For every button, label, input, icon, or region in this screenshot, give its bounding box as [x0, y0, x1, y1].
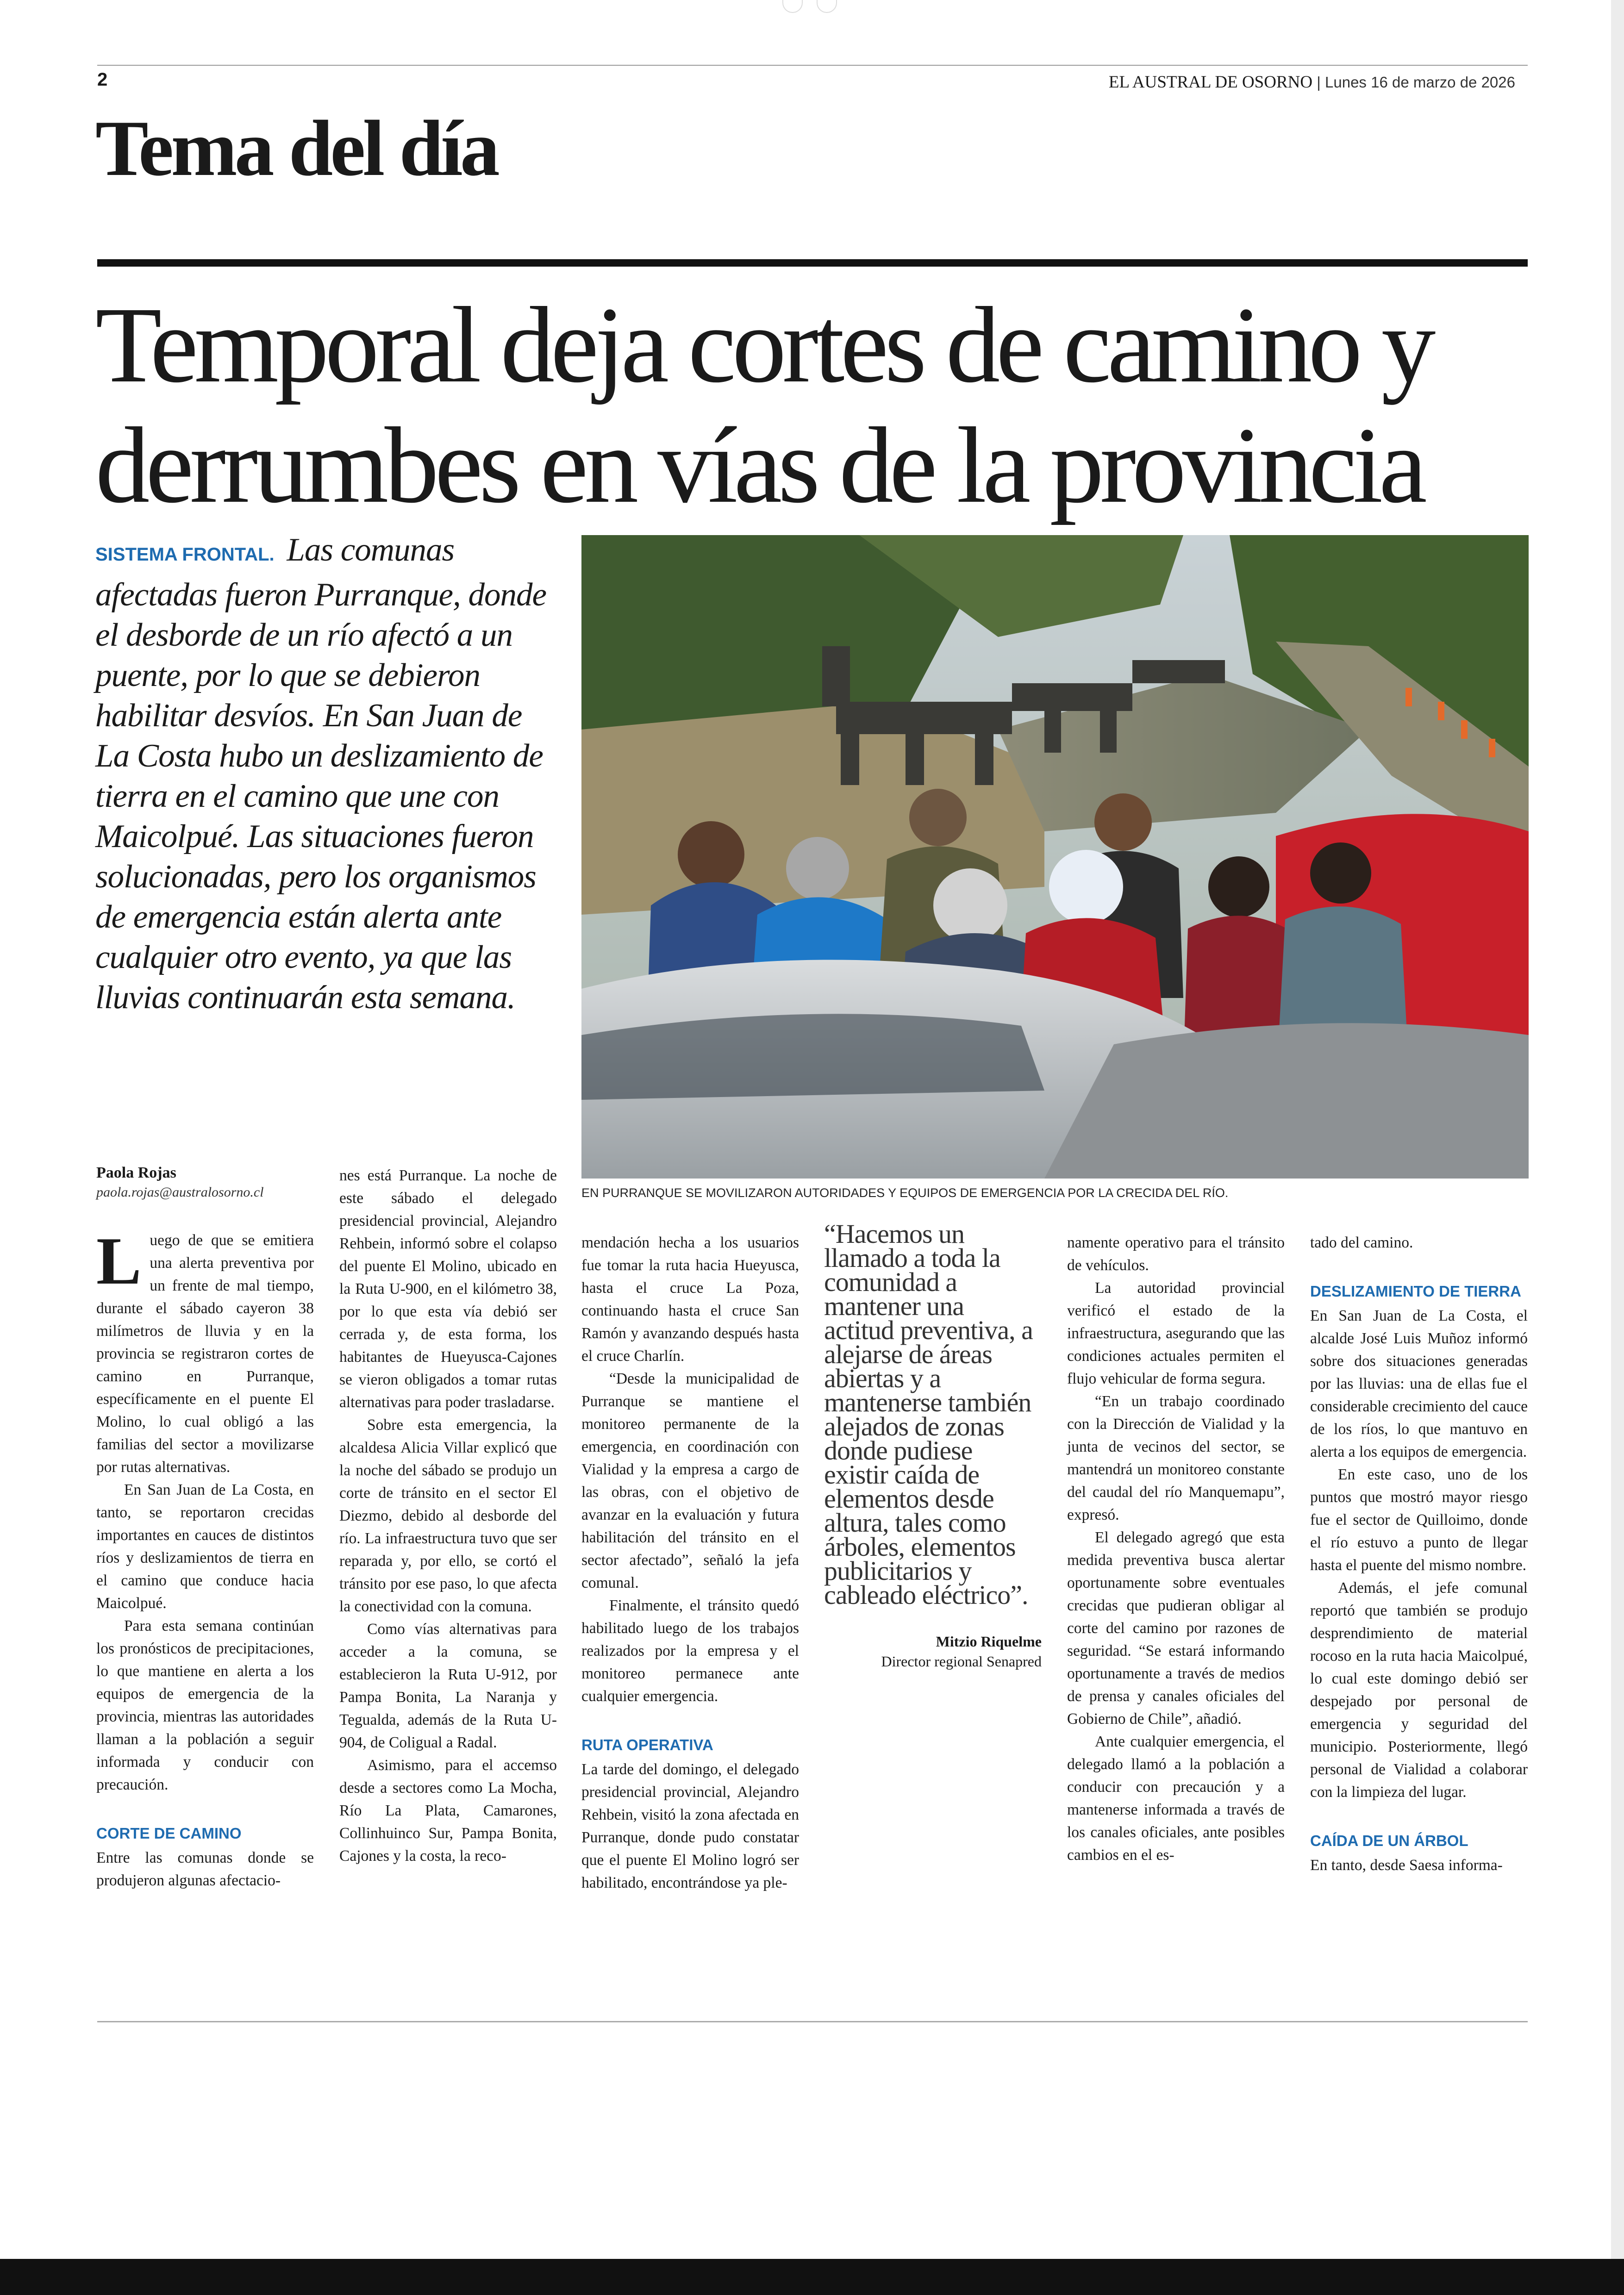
paragraph: Para esta semana continúan los pronósticos de precipitaciones, lo que mantiene en alerta a los equipos de emergencia de la provincia, mientras las autoridades llaman a la población a seguir informada y conducir con precaución.	[96, 1617, 314, 1793]
subhead: CORTE DE CAMINO	[96, 1825, 242, 1842]
newspaper-name: EL AUSTRAL DE OSORNO	[1108, 73, 1313, 92]
deck-kicker: SISTEMA FRONTAL.	[95, 544, 275, 565]
quote-attribution	[824, 1633, 1042, 1670]
deck-text: Las comunas afectadas fueron Purranque, donde el desborde de un río afectó a un puente, por lo que se debieron habilitar desvíos. En San Juan de La Costa hubo un deslizamiento de tierra en el camino que une con Maicolpué. Las situaciones fueron solucionadas, pero los organismos de emergencia están alerta ante cualquier otro evento, ya que las lluvias continuarán esta semana.	[95, 532, 547, 1016]
header-rule	[97, 65, 1528, 66]
paragraph: nes está Purranque. La noche de este sábado el delegado presidencial provincial, Alejandro Rehbein, informó sobre el colapso del puente El Molino, ubicado en la Ruta U-900, en el kilómetro 38, por lo que esta vía debió ser cerrada y, de esta forma, los habitantes de Hueyusca-Cajones se vieron obligados a tomar rutas alternativas para poder trasladarse.	[339, 1167, 557, 1411]
paragraph: “Desde la municipalidad de Purranque se mantiene el monitoreo permanente de la emergencia, en coordinación con Vialidad y la empresa a cargo de las obras, con el objetivo de avanzar en la evaluación y futura habilitación del tránsito en el sector afectado”, señaló la jefa comunal.	[581, 1370, 799, 1591]
paragraph: En San Juan de La Costa, el alcalde José Luis Muñoz informó sobre dos situaciones generadas por las lluvias: una de ellas fue el considerable crecimiento del cauce de los ríos, lo que mantuvo en alerta a los equipos de emergencia.	[1310, 1307, 1528, 1460]
body-column-6	[1310, 1231, 1528, 1877]
section-rule	[97, 259, 1528, 267]
byline	[96, 1164, 314, 1200]
quote-author-role: Director regional Senapred	[881, 1653, 1042, 1670]
photo-illustration	[581, 535, 1529, 1179]
paragraph: La autoridad provincial verificó el estado de la infraestructura, asegurando que las condiciones actuales permiten el flujo vehicular de forma segura.	[1067, 1279, 1285, 1387]
paragraph: En este caso, uno de los puntos que mostró mayor riesgo fue el sector de Quilloimo, donde el río estuvo a punto de llegar hasta el puente del mismo nombre.	[1310, 1466, 1528, 1574]
paragraph: Asimismo, para el accemso desde a sectores como La Mocha, Río La Plata, Camarones, Collinhuinco Sur, Pampa Bonita, Cajones y la costa, la reco-	[339, 1757, 557, 1865]
author-email[interactable]: paola.rojas@australosorno.cl	[96, 1185, 264, 1200]
body-column-3	[581, 1231, 799, 1894]
paragraph: El delegado agregó que esta medida preventiva busca alertar oportunamente sobre eventuales crecidas que pudieran obligar al corte del camino por razones de seguridad. “Se estará informando oportunamente a través de medios de prensa y canales oficiales del Gobierno de Chile”, añadió.	[1067, 1529, 1285, 1727]
quote-author: Mitzio Riquelme	[936, 1633, 1042, 1650]
masthead: EL AUSTRAL DE OSORNO | Lunes 16 de marzo de 2026	[1108, 73, 1515, 92]
pull-quote: “Hacemos un llamado a toda la comunidad a mantener una actitud preventiva, a alejarse de áreas abiertas y a mantenerse también alejados de zonas donde pudiese existir caída de elementos desde altura, tales como árboles, elementos publicitarios y cableado eléctrico”.	[824, 1219, 1033, 1610]
drop-cap: L	[96, 1223, 142, 1298]
news-photo	[581, 535, 1529, 1179]
body-column-5	[1067, 1231, 1285, 1866]
subhead: RUTA OPERATIVA	[581, 1736, 713, 1753]
paragraph: Además, el jefe comunal reportó que también se produjo desprendimiento de material rocoso en la ruta hacia Maicolpué, lo cual este domingo debió ser despejado por personal de emergencia y seguridad del municipio. Posteriormente, llegó personal de Vialidad a colaborar con la limpieza del lugar.	[1310, 1579, 1528, 1801]
footer-rule	[97, 2021, 1528, 2022]
paragraph: “En un trabajo coordinado con la Dirección de Vialidad y la junta de vecinos del sector, se mantendrá un monitoreo constante del caudal del río Manquemapu”, expresó.	[1067, 1393, 1285, 1523]
paragraph: namente operativo para el tránsito de vehículos.	[1067, 1234, 1285, 1274]
headline: Temporal deja cortes de camino y derrumbes en vías de la provincia	[95, 285, 1432, 525]
paragraph: La tarde del domingo, el delegado presidencial provincial, Alejandro Rehbein, visitó la zona afectada en Purranque, donde pudo constatar que el puente El Molino logró ser habilitado, encontrándose ya ple-	[581, 1761, 799, 1891]
paragraph: mendación hecha a los usuarios fue tomar la ruta hacia Hueyusca, hasta el cruce La Poza, continuando hasta el cruce San Ramón y avanzando después hasta el cruce Charlín.	[581, 1234, 799, 1365]
scroll-indicator	[782, 0, 837, 13]
issue-date: Lunes 16 de marzo de 2026	[1325, 74, 1515, 91]
author-name: Paola Rojas	[96, 1164, 176, 1181]
paragraph: Finalmente, el tránsito quedó habilitado luego de los trabajos realizados por la empresa y el monitoreo permanece ante cualquier emergencia.	[581, 1597, 799, 1705]
paragraph: Luego de que se emitiera una alerta preventiva por un frente de mal tiempo, durante el sábado cayeron 38 milímetros de lluvia y en la provincia se registraron cortes de camino en Purranque, específicamente en el puente El Molino, lo cual obligó a las familias del sector a movilizarse por rutas alternativas.	[96, 1223, 314, 1476]
page-number: 2	[97, 69, 108, 90]
deck	[95, 530, 558, 1018]
paragraph: Como vías alternativas para acceder a la comuna, se establecieron la Ruta U-912, por Pampa Bonita, La Naranja y Tegualda, además de la Ruta U-904, de Coligual a Radal.	[339, 1621, 557, 1751]
paragraph: Sobre esta emergencia, la alcaldesa Alicia Villar explicó que la noche del sábado se produjo un corte de tránsito en el sector El Diezmo, debido al desborde del río. La infraestructura tuvo que ser reparada y, por ello, se cortó el tránsito por ese paso, lo que afecta la conectividad con la comuna.	[339, 1416, 557, 1615]
subhead: CAÍDA DE UN ÁRBOL	[1310, 1832, 1468, 1849]
section-title: Tema del día	[95, 105, 497, 193]
paragraph: Entre las comunas donde se produjeron algunas afectacio-	[96, 1849, 314, 1889]
photo-caption: EN PURRANQUE SE MOVILIZARON AUTORIDADES Y EQUIPOS DE EMERGENCIA POR LA CRECIDA DEL RÍO.	[581, 1186, 1229, 1200]
paragraph: En tanto, desde Saesa informa-	[1310, 1857, 1503, 1874]
body-column-2	[339, 1164, 557, 1867]
viewer-bottom-bar	[0, 2259, 1624, 2295]
paragraph: En San Juan de La Costa, en tanto, se reportaron crecidas importantes en cauces de distintos ríos y deslizamientos de tierra en el camino que conduce hacia Maicolpué.	[96, 1481, 314, 1612]
subhead: DESLIZAMIENTO DE TIERRA	[1310, 1283, 1521, 1300]
paragraph: tado del camino.	[1310, 1234, 1413, 1251]
body-column-1	[96, 1223, 314, 1892]
paragraph: Ante cualquier emergencia, el delegado llamó a la población a conducir con precaución y a mantenerse informada a través de los canales oficiales, ante posibles cambios en el es-	[1067, 1733, 1285, 1864]
